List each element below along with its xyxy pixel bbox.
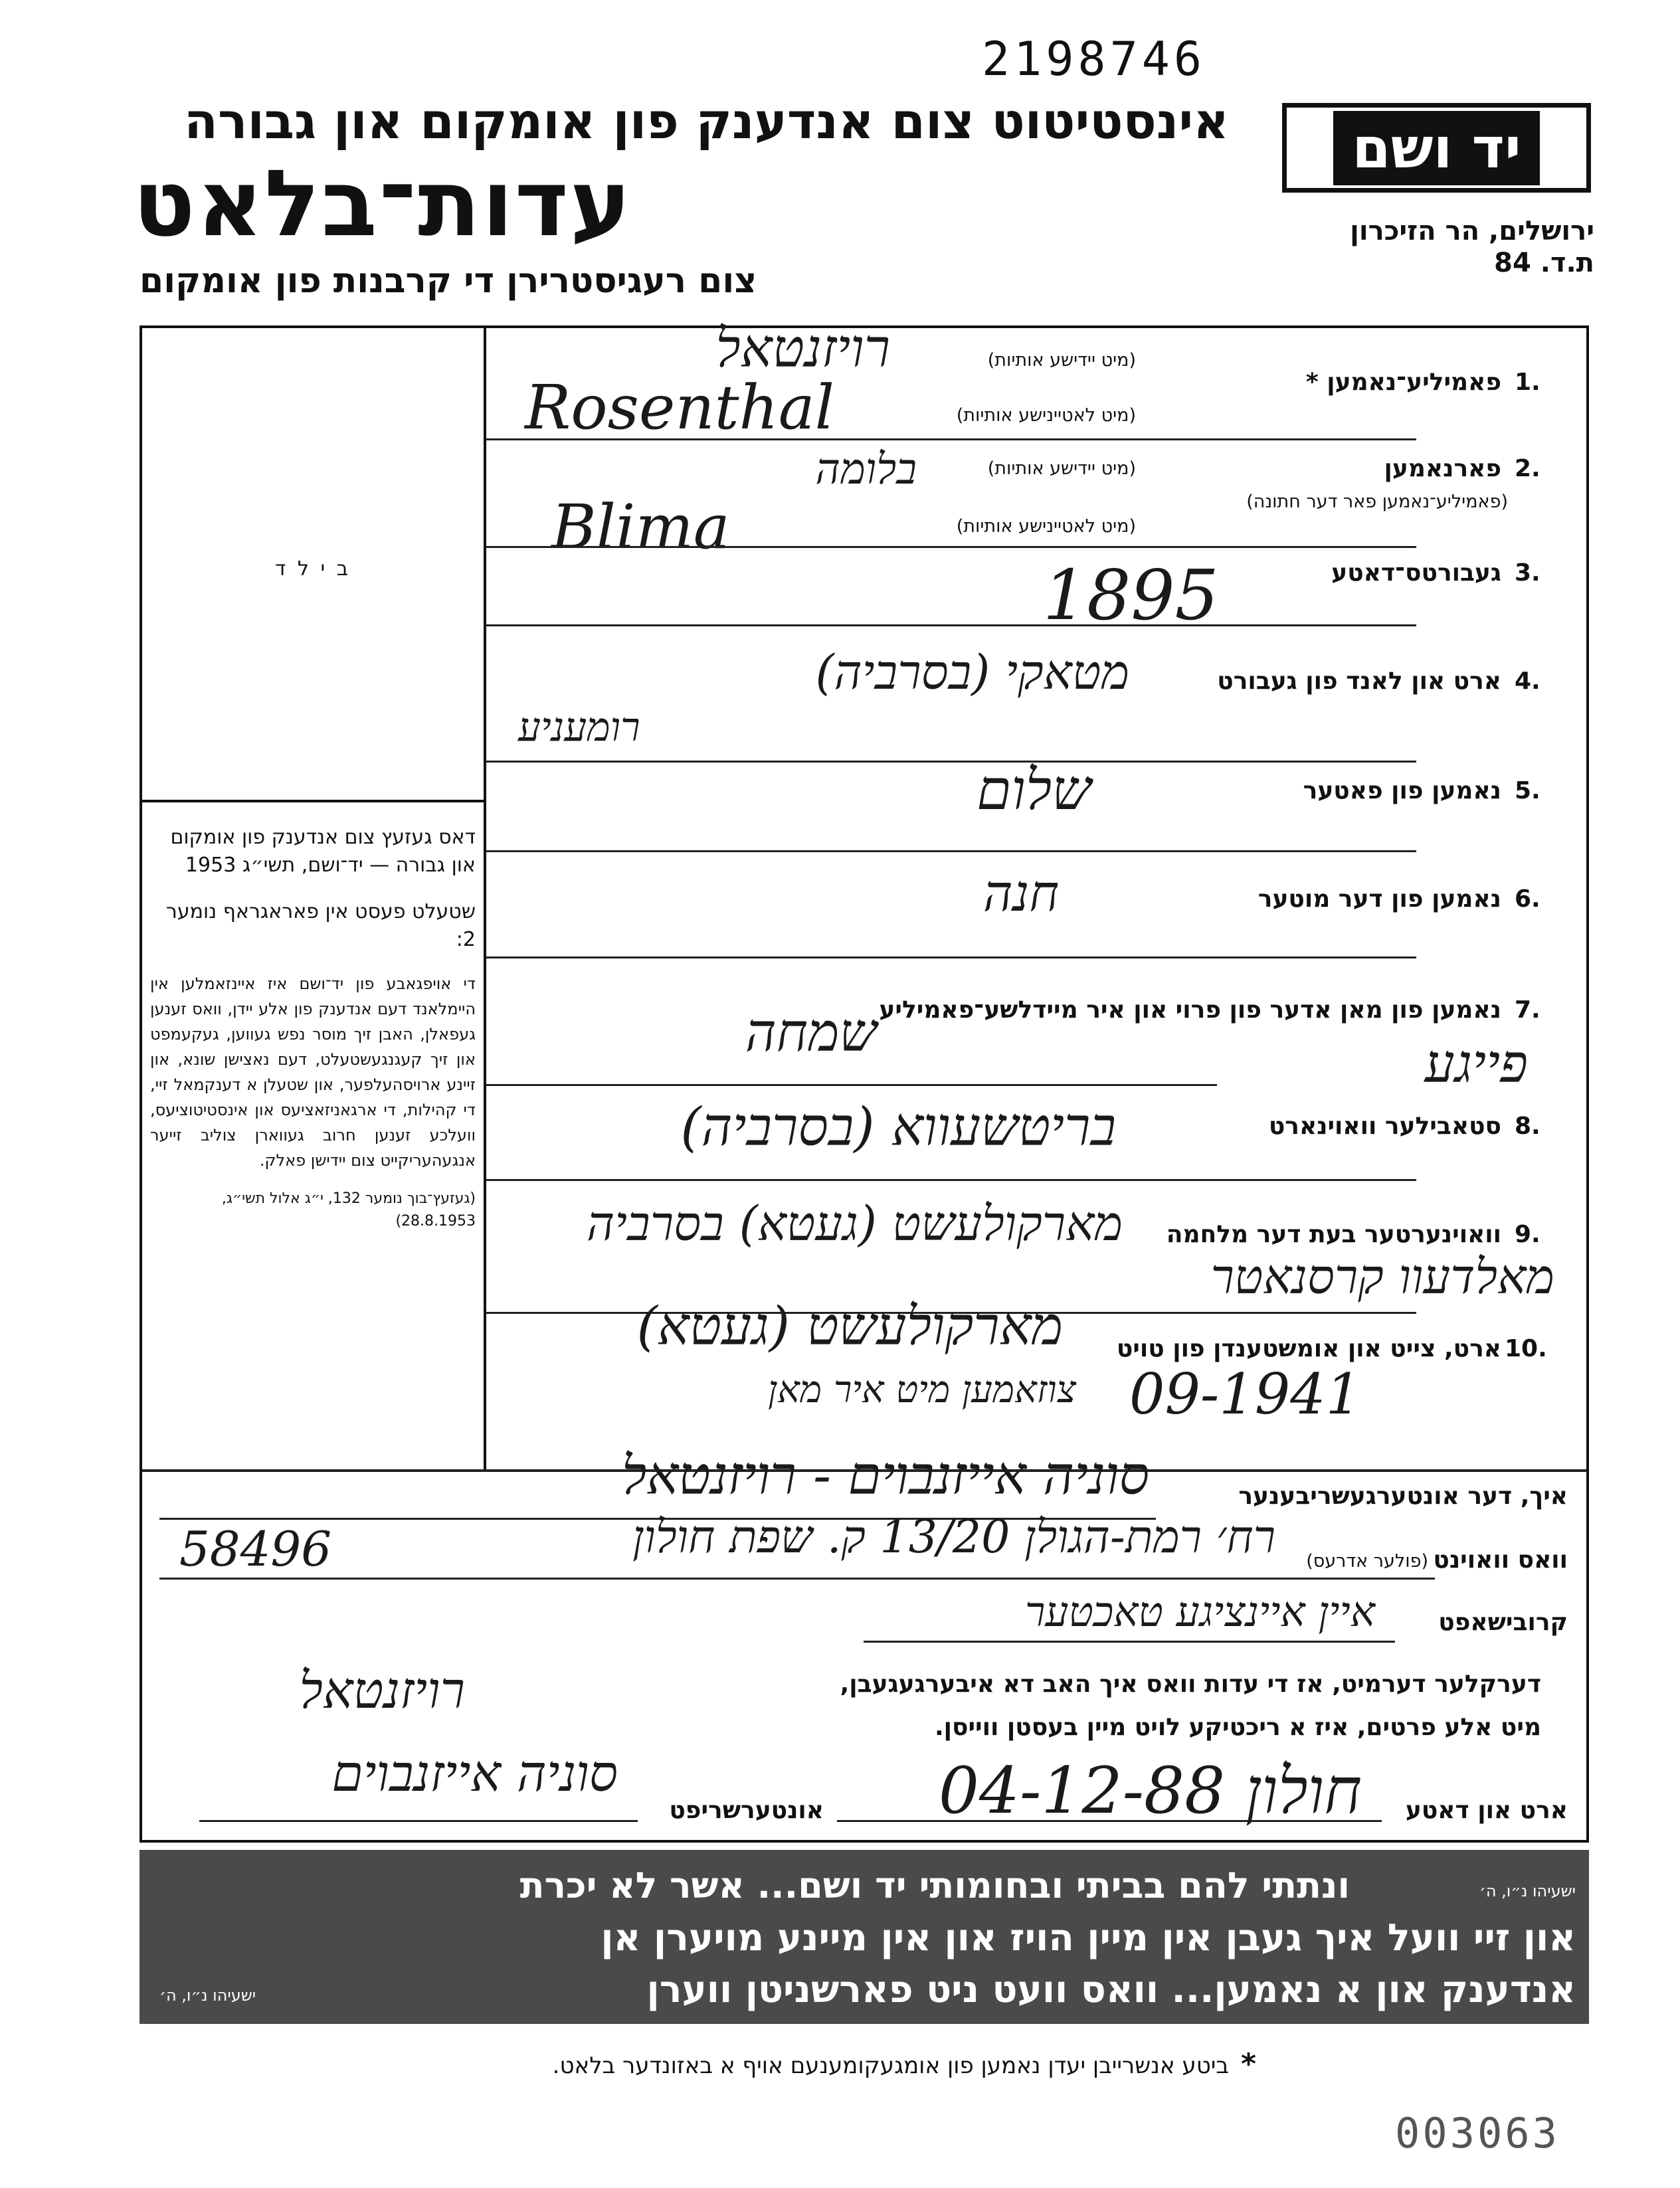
form-subtitle: צום רעגיסטרירן די קרבנות פון אומקום (140, 261, 757, 301)
address-value[interactable]: רח׳ רמת-הגולן 13/20 ק. שפת חולון (632, 1511, 1275, 1564)
field-5-rule (486, 850, 1416, 852)
place-date-value[interactable]: חולון 04-12-88 (938, 1754, 1362, 1828)
field-2-number: 2. (1515, 455, 1540, 482)
field-2-note-yiddish: (מיט יידישע אותיות) (987, 458, 1136, 479)
field-9-value-2[interactable]: מאלדעוו קרסנאטר (1210, 1249, 1554, 1305)
field-10-value[interactable]: מארקולעשט (געטא) (636, 1295, 1063, 1357)
field-4-rule (486, 761, 1416, 763)
field-8-rule (486, 1179, 1416, 1181)
address-line-1: ירושלים, הר הזיכרון (1350, 216, 1594, 246)
address-label: וואס וואוינט (1433, 1546, 1568, 1574)
field-1-label: פאמיליע־נאמען * (1305, 369, 1501, 396)
banner-source-1: ישעיהו נ״ו, ה׳ (1479, 1882, 1576, 1900)
field-1-value-yiddish[interactable]: רויזנטאל (715, 318, 890, 379)
field-2-label: פארנאמען (1384, 455, 1501, 482)
signature-family-name[interactable]: רויזנטאל (299, 1661, 465, 1720)
logo-text: יד ושם (1333, 111, 1539, 185)
yad-vashem-logo (1282, 103, 1591, 193)
field-9-value[interactable]: מארקולעשט (געטא) בסרביה (586, 1196, 1123, 1251)
field-2-sublabel: (פאמיליע־נאמען פאר דער חתונה) (1246, 492, 1508, 512)
address-rule (159, 1578, 1435, 1580)
law-subheading: שטעלט פעסט אין פאראגראף נומער 2: (165, 900, 476, 951)
field-5-value[interactable]: שלום (977, 757, 1091, 822)
address-zip[interactable]: 58496 (179, 1521, 332, 1577)
field-7-rule (486, 1084, 1217, 1086)
stamp-number: 003063 (1395, 2109, 1560, 2157)
field-4-value[interactable]: מטאקי (בסרביה) (815, 644, 1129, 700)
field-7-label: נאמען פון מאן אדער פון פרוי און איר מיידלשע־פאמיליע (879, 996, 1501, 1024)
signature-label: אונטערשריפט (669, 1797, 824, 1824)
field-5-number: 5. (1515, 777, 1540, 804)
field-1-number: 1. (1515, 369, 1540, 396)
relation-value[interactable]: איין איינציגע טאכטער (1024, 1588, 1375, 1636)
field-6-label: נאמען פון דער מוטער (1258, 885, 1501, 913)
field-4-number: 4. (1515, 668, 1540, 695)
field-7-value-2[interactable]: פייגע (1424, 1033, 1528, 1095)
footnote-mark: * (1241, 2047, 1257, 2081)
field-1-value-latin[interactable]: Rosenthal (525, 372, 835, 443)
law-box (150, 824, 476, 1233)
field-6-rule (486, 957, 1416, 958)
banner-line-1: ונתתי להם בביתי ובחומותי יד ושם... אשר לא יכרת (519, 1865, 1350, 1906)
place-date-rule (837, 1820, 1382, 1822)
field-4-label: ארט און לאנד פון געבורט (1217, 668, 1501, 695)
place-date-label: ארט און דאטע (1405, 1797, 1568, 1824)
field-1-note-yiddish: (מיט יידישע אותיות) (987, 350, 1136, 371)
declaration-line-2: מיט אלע פרטים, איז א ריכטיקע לויט מיין בעסטן ווייסן. (934, 1714, 1541, 1741)
signer-name-label: איך, דער אונטערגעשריבענער (1238, 1483, 1568, 1510)
serial-number: 2198746 (982, 32, 1206, 86)
field-7-value[interactable]: שמחה (745, 1002, 877, 1063)
field-2-value-yiddish[interactable]: בלומה (815, 445, 917, 494)
field-6-value[interactable]: חנה (983, 864, 1060, 923)
field-10-label: ארט, צייט און אומשטענדן פון טויט (1116, 1335, 1501, 1362)
footnote: ביטע אנשרייבן יעדן נאמען פון אומגעקומענעם אויף א באזונדער בלאט. (552, 2052, 1229, 2079)
field-2-rule (486, 546, 1416, 548)
law-body: די אויפגאבע פון יד־ושם איז איינזאמלען אין היימלאנד דעם אנדענק פון אלע יידן, וואס זענען געפאלן, האבן זיך מוסר נפש געווען, געקעמפט און זיך קעגנגעשטעלט, דעם נאצישן שונא, און זיינע ארויסהעלפער, און שטעלן א דענקמאל זיי, די קהילות, די ארגאניזאציעס און אינסטיטוציעס, וועלכע זענען חרוב געווארן צוליב זייער אנגעהעריקייט צום יידישן פאלק. (150, 974, 476, 1170)
signature-rule (199, 1820, 638, 1822)
relation-label: קרובישאפט (1438, 1609, 1568, 1636)
field-3-number: 3. (1515, 559, 1540, 587)
signer-name-value[interactable]: סוניה אייזנבוים - רויזנטאל (621, 1445, 1149, 1506)
field-1-rule (486, 438, 1416, 440)
field-3-label: געבורטס־דאטע (1331, 559, 1501, 587)
relation-rule (864, 1641, 1395, 1643)
signature-value[interactable]: סוניה אייזנבוים (331, 1744, 618, 1803)
field-8-label: סטאבילער וואוינארט (1268, 1113, 1501, 1140)
field-3-rule (486, 624, 1416, 626)
field-4-value-2[interactable]: רומעניע (518, 704, 640, 751)
address-note: (פולער אדרעס) (1306, 1551, 1428, 1572)
institute-title: אינסטיטוט צום אנדענק פון אומקום און גבורה (184, 93, 1229, 150)
left-column-divider (484, 327, 486, 1469)
declaration-line-1: דערקלער דערמיט, אז די עדות וואס איך האב דא איבערגעגעבן, (840, 1671, 1541, 1698)
field-9-number: 9. (1515, 1221, 1540, 1248)
field-2-note-latin: (מיט לאטיינישע אותיות) (956, 516, 1136, 537)
field-6-number: 6. (1515, 885, 1540, 913)
field-10-number: 10. (1505, 1335, 1547, 1362)
quote-banner (140, 1850, 1589, 2024)
field-5-label: נאמען פון פאטער (1303, 777, 1501, 804)
address-line-2: ת.ד. 84 (1494, 248, 1594, 278)
field-10-value-2[interactable]: צוזאמען מיט איר מאן (767, 1368, 1076, 1412)
field-7-number: 7. (1515, 996, 1540, 1024)
law-heading: דאס געזעץ צום אנדענק פון אומקום און גבורה — יד־ושם, תשי״ג 1953 (170, 826, 476, 877)
photo-box (142, 328, 484, 802)
field-2-value-latin[interactable]: Blima (551, 492, 730, 563)
law-citation: (געזעץ־בוך נומער 132, י״ג אלול תשי״ג, 28.8.1953) (221, 1190, 476, 1230)
form-title: עדות־בלאט (133, 150, 632, 257)
field-10-date[interactable]: 09-1941 (1129, 1362, 1362, 1427)
photo-label: ב י ל ד (274, 557, 351, 581)
field-1-note-latin: (מיט לאטיינישע אותיות) (956, 405, 1136, 426)
banner-source-2: ישעיהו נ״ו, ה׳ (159, 1986, 256, 2005)
field-9-label: וואוינערטער בעת דער מלחמה (1166, 1221, 1501, 1248)
field-8-value[interactable]: בריטשעווא (בסרביה) (680, 1096, 1116, 1158)
banner-line-2: און זיי וועל איך געבן אין מיין הויז און אין מיינע מויערן אן (601, 1916, 1576, 1960)
field-8-number: 8. (1515, 1113, 1540, 1140)
field-3-value[interactable]: 1895 (1043, 555, 1219, 636)
banner-line-3: אנדענק און א נאמען... וואס וועט ניט פארשניטן ווערן (646, 1968, 1576, 2011)
